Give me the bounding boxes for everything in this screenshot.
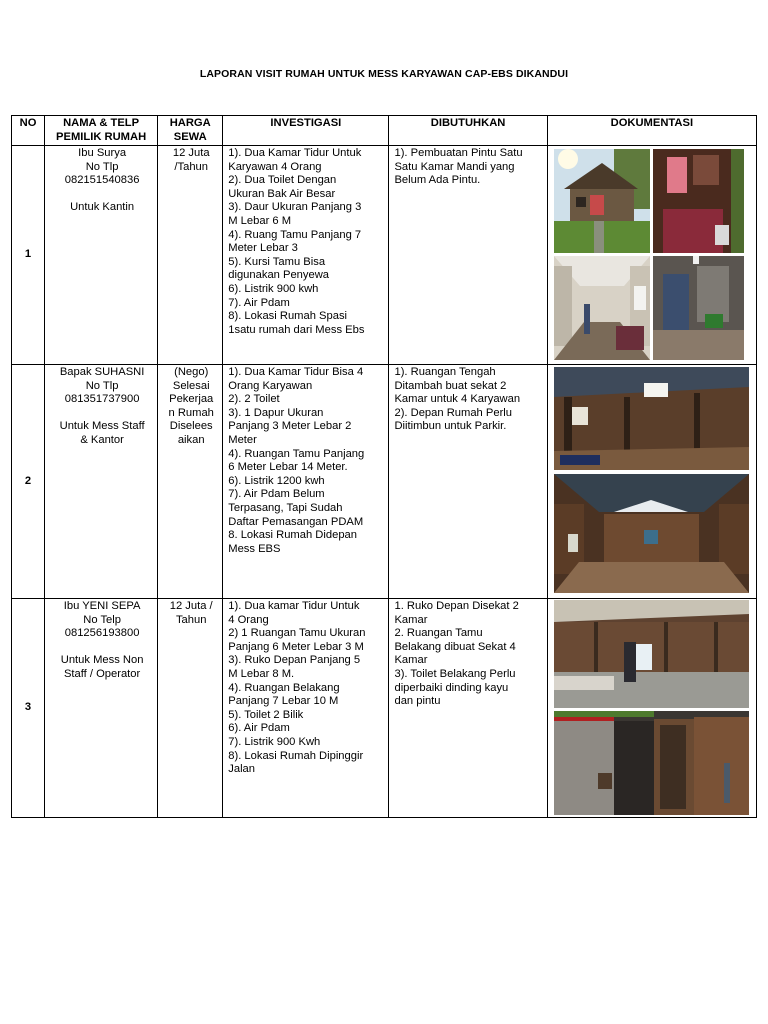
inv-line: 6). Listrik 900 kwh [228, 282, 319, 295]
owner-line: No Tlp [85, 160, 119, 173]
price-line: /Tahun [174, 160, 208, 173]
need-line: Ditambah buat sekat 2 [394, 379, 507, 392]
inv-line: Meter Lebar 3 [228, 242, 298, 255]
inv-line: Orang Karyawan [228, 379, 313, 392]
inv-line: 4). Ruangan Tamu Panjang [228, 447, 365, 460]
toilet-photo [554, 711, 749, 815]
header-name-line1: NAMA & TELP [63, 117, 140, 129]
inv-line: 1). Dua kamar Tidur Untuk [228, 600, 360, 612]
inv-line: Jalan [228, 763, 255, 776]
inv-line: 7). Air Pdam Belum [228, 488, 325, 501]
investigasi-cell [223, 599, 389, 818]
inv-line: 2) 1 Ruangan Tamu Ukuran [228, 627, 366, 640]
price-line: (Nego) [174, 366, 209, 378]
interior-photo [554, 474, 749, 593]
table-row [12, 599, 757, 818]
inv-line: Panjang 7 Lebar 10 M [228, 695, 339, 708]
inv-line: Karyawan 4 Orang [228, 160, 322, 173]
owner-line: Bapak SUHASNI [59, 366, 145, 378]
header-price-line2: SEWA [173, 130, 207, 143]
dibutuhkan-cell [389, 146, 547, 365]
price-cell [158, 365, 223, 599]
inv-line: Mess EBS [228, 542, 281, 555]
header-price [158, 116, 223, 146]
header-dibutuhkan: DIBUTUHKAN [389, 116, 547, 146]
need-line: diperbaiki dinding kayu [394, 681, 509, 694]
header-name-line2: PEMILIK RUMAH [56, 130, 147, 143]
inv-line: 4). Ruangan Belakang [228, 681, 340, 694]
need-line: Satu Kamar Mandi yang [394, 160, 515, 173]
header-dokumentasi: DOKUMENTASI [547, 116, 756, 146]
interior-photo [554, 367, 749, 470]
dokumentasi-cell [547, 599, 756, 818]
inv-line: digunakan Penyewa [228, 269, 330, 282]
page-title: LAPORAN VISIT RUMAH UNTUK MESS KARYAWAN CAP-EBS DIKANDUI [199, 68, 569, 80]
table-row [12, 146, 757, 365]
owner-line: 082151540836 [64, 174, 140, 187]
inv-line: 2). Dua Toilet Dengan [228, 174, 337, 187]
owner-line: Staff / Operator [63, 667, 141, 680]
price-line: n Rumah [168, 406, 214, 419]
need-line: dan pintu [394, 695, 441, 708]
table-row [12, 365, 757, 599]
header-price-line1: HARGA [169, 117, 211, 129]
need-line: Belum Ada Pintu. [394, 174, 481, 187]
report-table [11, 115, 757, 818]
need-line: Kamar [394, 613, 428, 626]
header-investigasi: INVESTIGASI [223, 116, 389, 146]
owner-line: Untuk Mess Staff [59, 420, 145, 433]
need-line: Belakang dibuat Sekat 4 [394, 640, 516, 653]
inv-line: 5). Toilet 2 Bilik [228, 708, 304, 721]
header-name [45, 116, 158, 146]
need-line: Kamar [394, 654, 428, 667]
inv-line: 6 Meter Lebar 14 Meter. [228, 461, 348, 474]
inv-line: 3). Daur Ukuran Panjang 3 [228, 201, 362, 214]
owner-line: Ibu Surya [78, 147, 127, 159]
dokumentasi-cell [547, 365, 756, 599]
inv-line: 4). Ruang Tamu Panjang 7 [228, 228, 362, 241]
owner-line: 081351737900 [64, 393, 140, 406]
living-room-photo [554, 256, 650, 360]
price-line: Diselees [169, 420, 213, 433]
need-line: Kamar untuk 4 Karyawan [394, 393, 521, 406]
price-line: Pekerjaa [169, 393, 214, 406]
investigasi-cell [223, 146, 389, 365]
inv-line: 1satu rumah dari Mess Ebs [228, 323, 365, 336]
need-line: 1. Ruko Depan Disekat 2 [394, 600, 519, 612]
inv-line: Ukuran Bak Air Besar [228, 187, 336, 200]
row-number: 3 [12, 599, 45, 818]
inv-line: Panjang 3 Meter Lebar 2 [228, 420, 352, 433]
inv-line: 4 Orang [228, 613, 269, 626]
owner-line: No Telp [83, 613, 121, 626]
price-line: aikan [177, 433, 205, 446]
need-line: 2). Depan Rumah Perlu [394, 406, 512, 419]
price-line: 12 Juta / [169, 600, 213, 612]
inv-line: 1). Dua Kamar Tidur Untuk [228, 147, 362, 159]
investigasi-cell [223, 365, 389, 599]
owner-line: & Kantor [80, 433, 124, 446]
inv-line: 5). Kursi Tamu Bisa [228, 255, 326, 268]
inv-line: Terpasang, Tapi Sudah [228, 501, 343, 514]
owner-cell [45, 146, 158, 365]
owner-cell [45, 599, 158, 818]
inv-line: 7). Air Pdam [228, 296, 290, 309]
price-line: Tahun [175, 613, 207, 626]
header-no: NO [12, 116, 45, 146]
owner-line: No Tlp [85, 379, 119, 392]
inv-line: 3). 1 Dapur Ukuran [228, 406, 324, 419]
header-row [12, 116, 757, 146]
owner-line: 081256193800 [64, 627, 140, 640]
dibutuhkan-cell [389, 365, 547, 599]
inv-line: M Lebar 6 M [228, 214, 292, 227]
need-line: 1). Pembuatan Pintu Satu [394, 147, 523, 159]
inv-line: 8). Lokasi Rumah Spasi [228, 310, 348, 323]
house-exterior-photo [554, 149, 650, 253]
price-cell [158, 599, 223, 818]
price-line: 12 Juta [172, 147, 210, 159]
need-line: 3). Toilet Belakang Perlu [394, 667, 516, 680]
need-line: 2. Ruangan Tamu [394, 627, 483, 640]
inv-line: 7). Listrik 900 Kwh [228, 735, 321, 748]
inv-line: 3). Ruko Depan Panjang 5 [228, 654, 361, 667]
interior-photo [554, 600, 749, 708]
row-number: 1 [12, 146, 45, 365]
dibutuhkan-cell [389, 599, 547, 818]
bathroom-photo [653, 256, 744, 360]
owner-cell [45, 365, 158, 599]
inv-line: 6). Air Pdam [228, 722, 290, 735]
inv-line: 8). Lokasi Rumah Dipinggir [228, 749, 364, 762]
inv-line: 2). 2 Toilet [228, 393, 280, 406]
inv-line: M Lebar 8 M. [228, 667, 295, 680]
inv-line: Panjang 6 Meter Lebar 3 M [228, 640, 364, 653]
bedroom-photo [653, 149, 744, 253]
inv-line: Daftar Pemasangan PDAM [228, 515, 364, 528]
inv-line: Meter [228, 433, 257, 446]
dokumentasi-cell [547, 146, 756, 365]
need-line: Diitimbun untuk Parkir. [394, 420, 507, 433]
need-line: 1). Ruangan Tengah [394, 366, 496, 378]
owner-line: Ibu YENI SEPA [63, 600, 141, 612]
owner-line: Untuk Mess Non [60, 654, 144, 667]
price-line: Selesai [172, 379, 210, 392]
inv-line: 1). Dua Kamar Tidur Bisa 4 [228, 366, 364, 378]
price-cell [158, 146, 223, 365]
inv-line: 8. Lokasi Rumah Didepan [228, 529, 357, 542]
owner-line: Untuk Kantin [70, 201, 135, 214]
inv-line: 6). Listrik 1200 kwh [228, 474, 325, 487]
row-number: 2 [12, 365, 45, 599]
